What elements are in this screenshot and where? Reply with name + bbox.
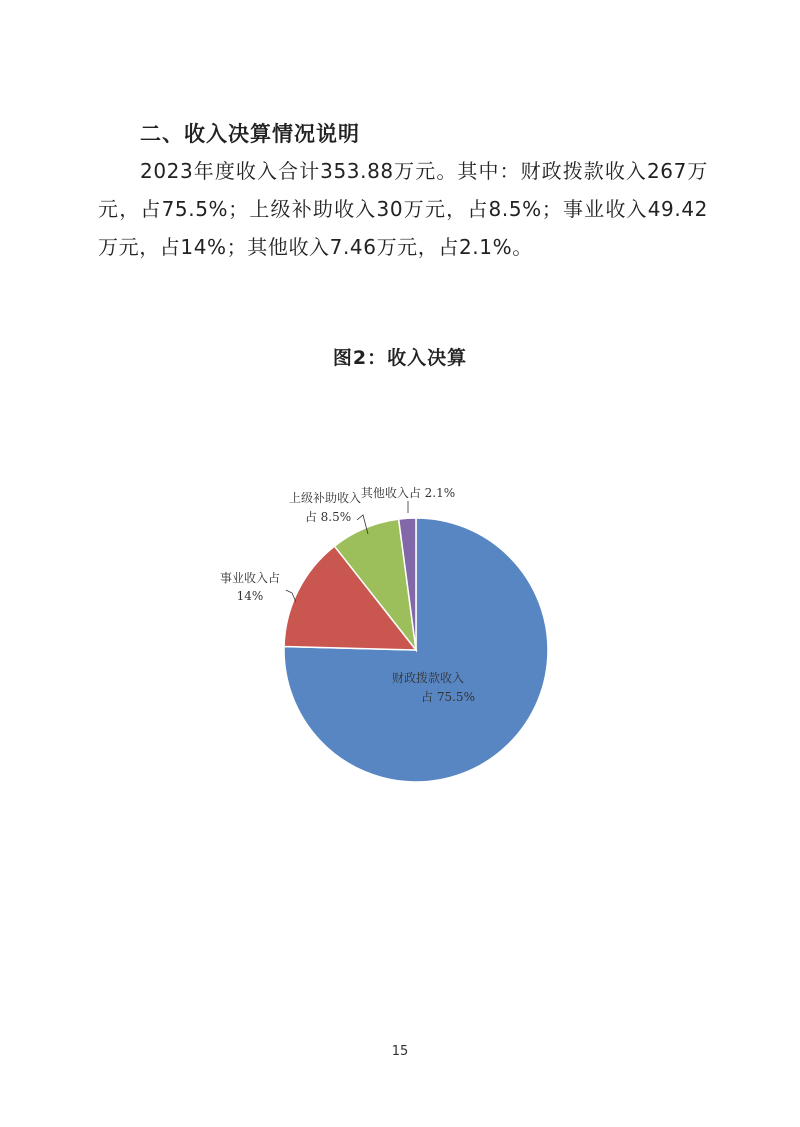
figure-title: 图2：收入决算 [332, 347, 468, 369]
slice-label-2-line-2: 14% [236, 589, 264, 603]
slice-label-1-line-2: 占 75.5% [421, 690, 475, 704]
section-heading: 二、收入决算情况说明 [140, 122, 360, 146]
slice-label-4-line-1: 其他收入占 2.1% [360, 486, 456, 500]
slice-label-3-line-2: 占 8.5% [304, 510, 352, 524]
paragraph-text: 2023年度收入合计353.88万元。其中：财政拨款收入267万元，占75.5%；上级补助收入30万元，占8.5%；事业收入49.42万元，占14%；其他收入7.46万元，占2.1%。 [98, 159, 708, 259]
page-number: 15 [391, 1044, 409, 1059]
slice-label-2-line-1: 事业收入占 [219, 571, 281, 585]
slice-label-3-line-1: 上级补助收入 [288, 491, 362, 505]
slice-label-1-line-1: 财政拨款收入 [391, 671, 465, 685]
